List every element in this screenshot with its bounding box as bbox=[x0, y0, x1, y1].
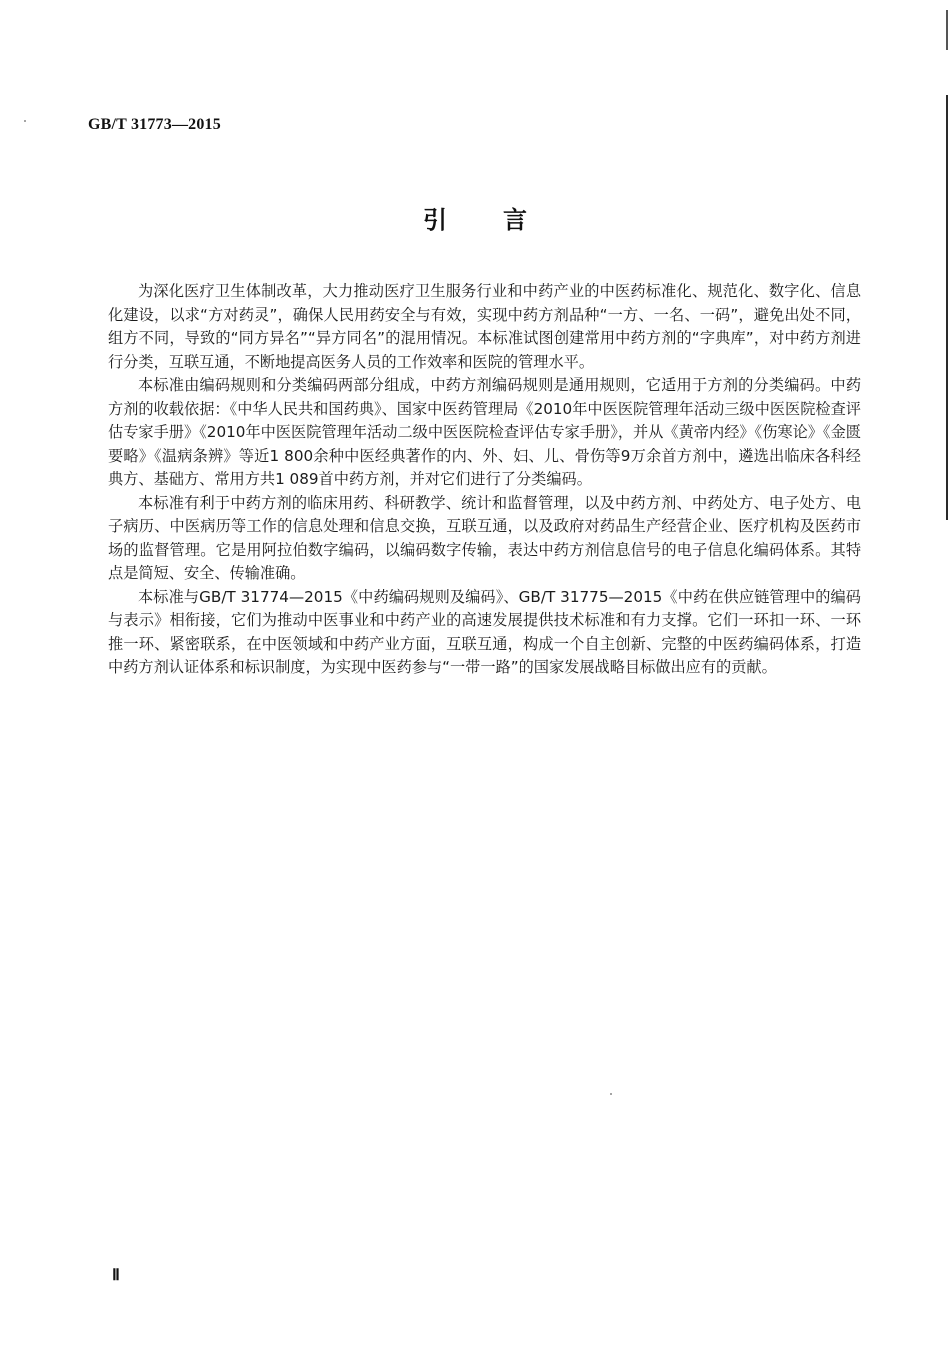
scan-edge-mark-top bbox=[946, 10, 948, 50]
standard-code-header: GB/T 31773—2015 bbox=[88, 116, 221, 133]
scan-speck bbox=[24, 120, 26, 122]
scan-speck bbox=[610, 1093, 612, 1095]
introduction-body bbox=[108, 280, 861, 680]
scan-edge-mark bbox=[946, 95, 948, 520]
paragraph-2: 本标准由编码规则和分类编码两部分组成，中药方剂编码规则是通用规则，它适用于方剂的分类编码。中药方剂的收载依据：《中华人民共和国药典》、国家中医药管理局《2010年中医医院管理年活动三级中医医院检查评估专家手册》《2010年中医医院管理年活动二级中医医院检查评估专家手册》，并从《黄帝内经》《伤寒论》《金匮要略》《温病条辨》等近1 800余种中医经典著作的内、外、妇、儿、骨伤等9万余首方剂中，遴选出临床各科经典方、基础方、常用方共1 089首中药方剂，并对它们进行了分类编码。 bbox=[108, 376, 861, 488]
paragraph-4: 本标准与GB/T 31774—2015《中药编码规则及编码》、GB/T 31775—2015《中药在供应链管理中的编码与表示》相衔接，它们为推动中医事业和中药产业的高速发展提供技术标准和有力支撑。它们一环扣一环、一环推一环、紧密联系，在中医领域和中药产业方面，互联互通，构成一个自主创新、完整的中医药编码体系，打造中药方剂认证体系和标识制度，为实现中医药参与“一带一路”的国家发展战略目标做出应有的贡献。 bbox=[108, 587, 861, 676]
paragraph-1: 为深化医疗卫生体制改革，大力推动医疗卫生服务行业和中药产业的中医药标准化、规范化、数字化、信息化建设，以求“方对药灵”，确保人民用药安全与有效，实现中药方剂品种“一方、一名、一码”，避免出处不同，组方不同，导致的“同方异名”“异方同名”的混用情况。本标准试图创建常用中药方剂的“字典库”，对中药方剂进行分类，互联互通，不断地提高医务人员的工作效率和医院的管理水平。 bbox=[108, 282, 861, 371]
page-number: Ⅱ bbox=[112, 1267, 120, 1284]
page-title: 引言 bbox=[423, 206, 583, 234]
paragraph-3: 本标准有利于中药方剂的临床用药、科研教学、统计和监督管理，以及中药方剂、中药处方、电子处方、电子病历、中医病历等工作的信息处理和信息交换，互联互通，以及政府对药品生产经营企业、医疗机构及医药市场的监督管理。它是用阿拉伯数字编码，以编码数字传输，表达中药方剂信息信号的电子信息化编码体系。其特点是简短、安全、传输准确。 bbox=[108, 493, 861, 582]
